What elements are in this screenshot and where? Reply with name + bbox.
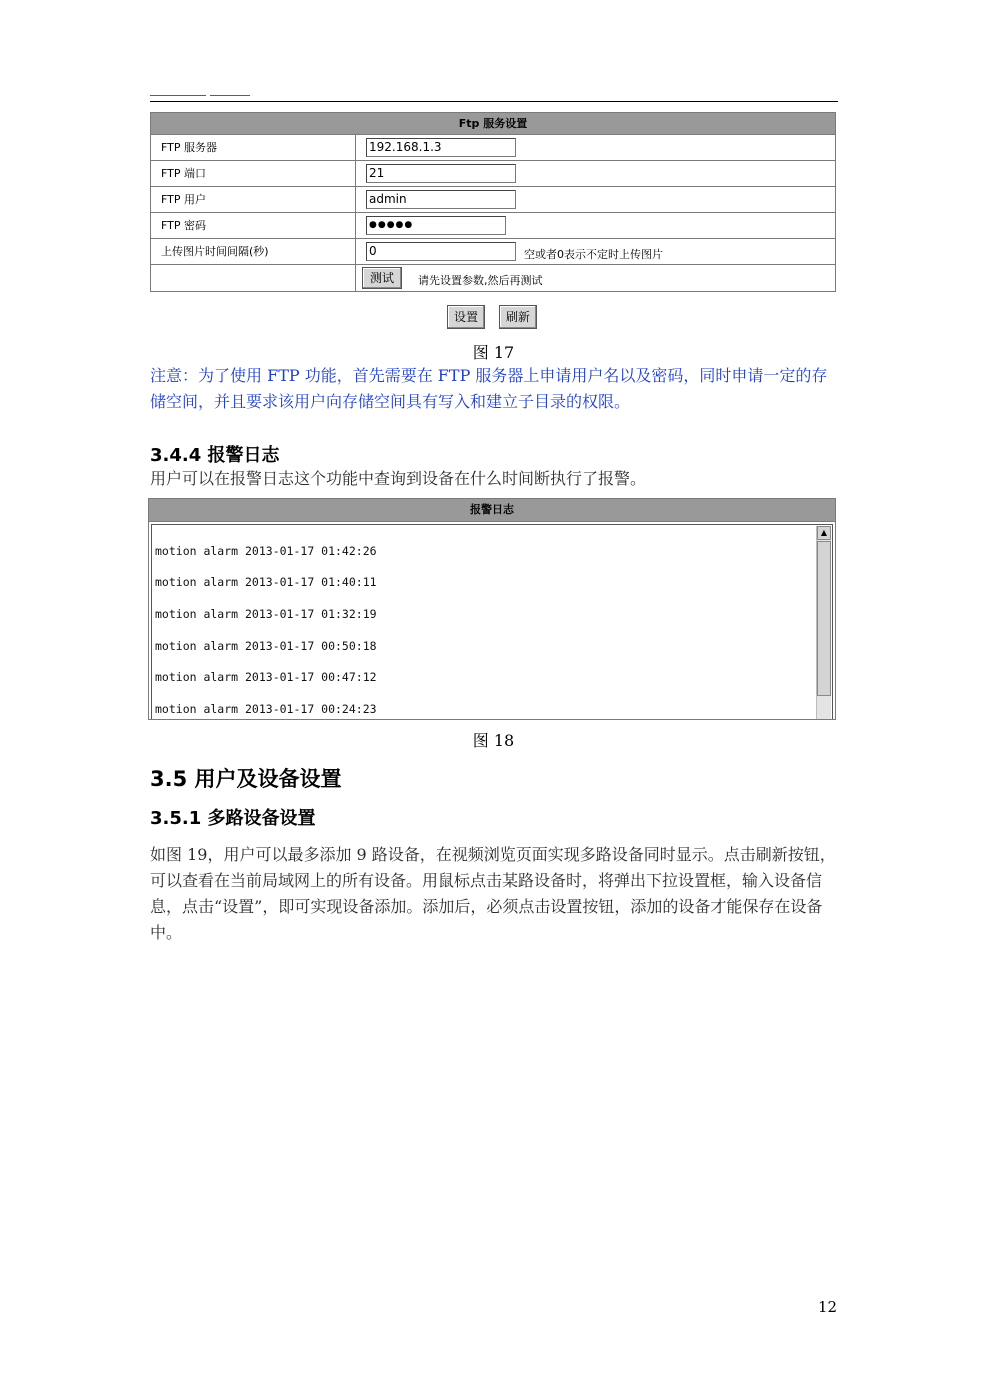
section-3-4-4-heading: 3.4.4 报警日志 xyxy=(150,445,280,466)
ftp-settings-panel xyxy=(150,112,836,292)
figure-18-caption: 图 18 xyxy=(472,731,515,750)
header-mark xyxy=(150,86,260,100)
test-button[interactable]: 测试 xyxy=(362,267,402,289)
section-3-4-4-intro: 用户可以在报警日志这个功能中查询到设备在什么时间断执行了报警。 xyxy=(150,469,647,488)
log-entry: motion alarm 2013-01-17 00:47:12 xyxy=(155,670,377,685)
ftp-row-test xyxy=(151,265,835,291)
section-3-5-1-heading: 3.5.1 多路设备设置 xyxy=(150,808,316,829)
ftp-user-input[interactable]: admin xyxy=(366,190,516,209)
ftp-interval-hint: 空或者0表示不定时上传图片 xyxy=(524,247,663,261)
set-button[interactable]: 设置 xyxy=(447,305,485,329)
log-entry: motion alarm 2013-01-17 01:32:19 xyxy=(155,606,377,621)
log-entry: motion alarm 2013-01-17 01:42:26 xyxy=(155,543,377,558)
ftp-interval-label: 上传图片时间间隔(秒) xyxy=(151,239,356,264)
alarm-log-textarea[interactable] xyxy=(151,524,833,719)
ftp-server-input[interactable]: 192.168.1.3 xyxy=(366,138,516,157)
ftp-row-user xyxy=(151,187,835,213)
scroll-thumb[interactable] xyxy=(817,541,831,696)
header-rule xyxy=(150,101,838,102)
refresh-button[interactable]: 刷新 xyxy=(499,305,537,329)
ftp-row-port xyxy=(151,161,835,187)
ftp-password-input[interactable]: ●●●●● xyxy=(366,216,506,235)
ftp-panel-title: Ftp 服务设置 xyxy=(151,113,835,135)
ftp-port-input[interactable]: 21 xyxy=(366,164,516,183)
figure-17-caption: 图 17 xyxy=(472,343,515,362)
page-number: 12 xyxy=(818,1298,838,1316)
ftp-server-label: FTP 服务器 xyxy=(151,135,356,160)
section-3-5-heading: 3.5 用户及设备设置 xyxy=(150,767,342,791)
alarm-log-title: 报警日志 xyxy=(149,499,835,522)
log-entry: motion alarm 2013-01-17 01:40:11 xyxy=(155,575,377,590)
section-3-5-1-paragraph: 如图 19，用户可以最多添加 9 路设备，在视频浏览页面实现多路设备同时显示。点击刷新按钮，可以查看在当前局域网上的所有设备。用鼠标点击某路设备时，将弹出下拉设置框，输入设备信息，点击“设置”，即可实现设备添加。添加后，必须点击设置按钮，添加的设备才能保存在设备中。 xyxy=(150,845,836,942)
ftp-row-interval xyxy=(151,239,835,265)
ftp-interval-input[interactable]: 0 xyxy=(366,242,516,261)
test-hint: 请先设置参数,然后再测试 xyxy=(418,274,543,287)
ftp-port-label: FTP 端口 xyxy=(151,161,356,186)
ftp-user-label: FTP 用户 xyxy=(151,187,356,212)
log-scrollbar[interactable] xyxy=(816,526,831,719)
alarm-log-lines xyxy=(155,528,377,720)
ftp-password-label: FTP 密码 xyxy=(151,213,356,238)
ftp-row-password xyxy=(151,213,835,239)
log-entry: motion alarm 2013-01-17 00:24:23 xyxy=(155,701,377,716)
ftp-note: 注意：为了使用 FTP 功能，首先需要在 FTP 服务器上申请用户名以及密码，同时申请一定的存储空间，并且要求该用户向存储空间具有写入和建立子目录的权限。 xyxy=(150,366,828,411)
alarm-log-panel xyxy=(148,498,836,720)
ftp-row-server xyxy=(151,135,835,161)
log-entry: motion alarm 2013-01-17 00:50:18 xyxy=(155,638,377,653)
scroll-up-arrow-icon[interactable]: ▲ xyxy=(817,526,831,540)
